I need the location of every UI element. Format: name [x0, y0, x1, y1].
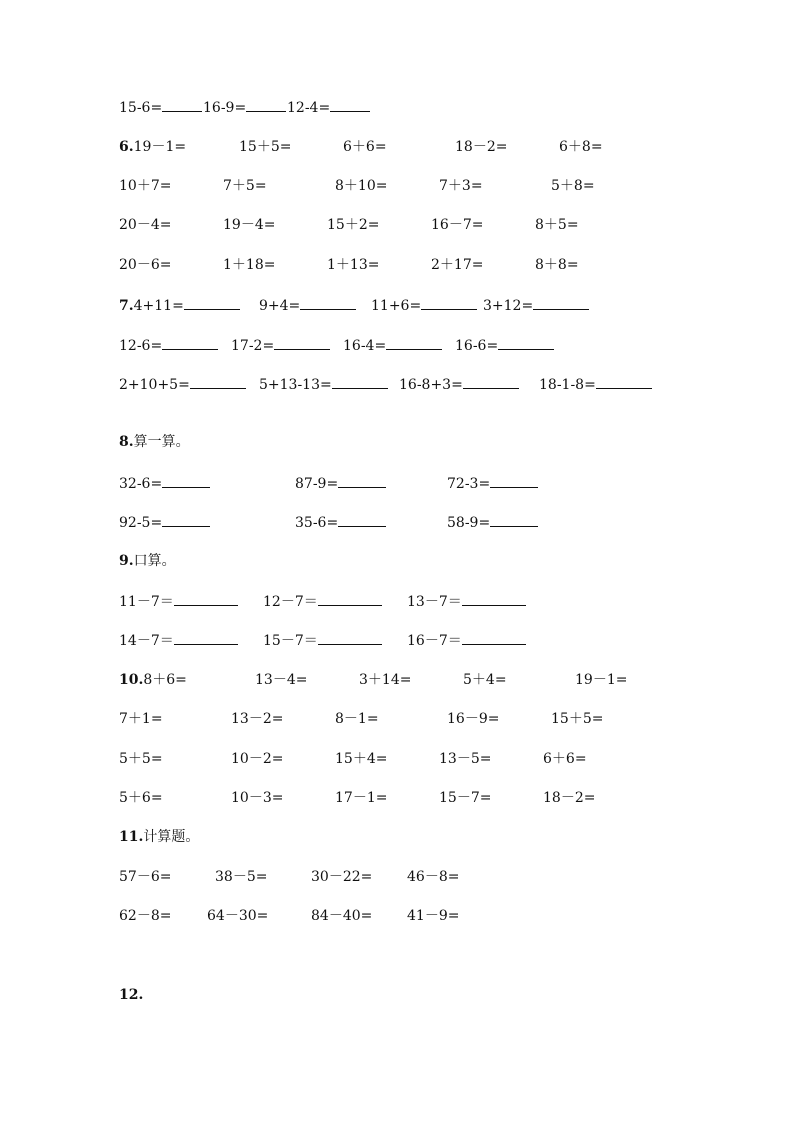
problem: 13－2= — [231, 711, 284, 727]
problem: 9+4= — [259, 295, 356, 316]
answer-blank[interactable] — [498, 335, 554, 350]
problem: 16-4= — [343, 335, 442, 356]
answer-blank[interactable] — [462, 591, 526, 606]
problem: 8－1= — [335, 711, 379, 727]
problem: 16-8+3= — [399, 374, 519, 395]
answer-blank[interactable] — [318, 591, 382, 606]
problem: 17-2= — [231, 335, 330, 356]
answer-blank[interactable] — [174, 591, 238, 606]
problem: 19－1= — [575, 672, 628, 688]
problem: 17－1= — [335, 790, 388, 806]
answer-blank[interactable] — [162, 335, 218, 350]
problem: 72-3= — [447, 473, 538, 494]
question-title: 算一算。 — [133, 434, 190, 450]
problem: 19－1= — [133, 139, 187, 155]
answer-blank[interactable] — [162, 473, 210, 488]
problem: 11+6= — [371, 295, 477, 316]
problem: 1＋18= — [223, 257, 276, 273]
problem: 18-1-8= — [539, 374, 652, 395]
problem: 7＋3= — [439, 178, 483, 194]
problem: 6＋8= — [559, 139, 603, 155]
answer-blank[interactable] — [596, 374, 652, 389]
answer-blank[interactable] — [490, 512, 538, 527]
problem: 16-9= — [203, 97, 286, 118]
question-title: 口算。 — [133, 553, 176, 569]
problem: 16-6= — [455, 335, 554, 356]
answer-blank[interactable] — [463, 374, 519, 389]
problem: 7＋1= — [119, 711, 163, 727]
problem: 35-6= — [295, 512, 386, 533]
problem: 20－4= — [119, 217, 172, 233]
problem: 1＋13= — [327, 257, 380, 273]
problem: 8＋10= — [335, 178, 388, 194]
answer-blank[interactable] — [421, 295, 477, 310]
problem: 8＋8= — [535, 257, 579, 273]
problem: 8＋5= — [535, 217, 579, 233]
answer-blank[interactable] — [246, 97, 286, 112]
problem: 20－6= — [119, 257, 172, 273]
problem: 62－8= — [119, 908, 172, 924]
answer-blank[interactable] — [184, 295, 240, 310]
problem: 10＋7= — [119, 178, 172, 194]
problem: 13－7＝ — [407, 591, 526, 612]
problem: 4+11= — [133, 298, 184, 314]
problem: 6＋6= — [343, 139, 387, 155]
problem: 46－8= — [407, 869, 460, 885]
problem: 18－2= — [455, 139, 508, 155]
problem: 13－4= — [255, 672, 308, 688]
problem: 8＋6= — [143, 672, 187, 688]
problem: 92-5= — [119, 512, 210, 533]
answer-blank[interactable] — [533, 295, 589, 310]
problem: 16－9= — [447, 711, 500, 727]
problem: 12-6= — [119, 335, 218, 356]
answer-blank[interactable] — [190, 374, 246, 389]
problem: 2＋17= — [431, 257, 484, 273]
question-number: 11. — [119, 829, 144, 845]
problem: 15＋5= — [551, 711, 604, 727]
question-number: 9. — [119, 553, 134, 569]
problem: 15－7＝ — [263, 630, 382, 651]
answer-blank[interactable] — [300, 295, 356, 310]
problem: 12－7＝ — [263, 591, 382, 612]
problem: 38－5= — [215, 869, 268, 885]
problem: 7＋5= — [223, 178, 267, 194]
problem: 41－9= — [407, 908, 460, 924]
answer-blank[interactable] — [386, 335, 442, 350]
problem: 87-9= — [295, 473, 386, 494]
problem: 15－7= — [439, 790, 492, 806]
answer-blank[interactable] — [318, 630, 382, 645]
question-number: 12. — [119, 987, 144, 1003]
problem: 15＋2= — [327, 217, 380, 233]
problem: 3+12= — [483, 295, 589, 316]
problem: 2+10+5= — [119, 374, 246, 395]
problem: 18－2= — [543, 790, 596, 806]
answer-blank[interactable] — [162, 512, 210, 527]
problem: 5＋5= — [119, 751, 163, 767]
answer-blank[interactable] — [490, 473, 538, 488]
problem: 14－7＝ — [119, 630, 238, 651]
problem: 15-6= — [119, 97, 202, 118]
answer-blank[interactable] — [162, 97, 202, 112]
problem: 16－7＝ — [407, 630, 526, 651]
answer-blank[interactable] — [338, 473, 386, 488]
problem: 5＋6= — [119, 790, 163, 806]
question-number: 7. — [119, 298, 134, 314]
problem: 57－6= — [119, 869, 172, 885]
problem: 3＋14= — [359, 672, 412, 688]
problem: 30－22= — [311, 869, 373, 885]
problem: 58-9= — [447, 512, 538, 533]
problem: 10－2= — [231, 751, 284, 767]
problem: 19－4= — [223, 217, 276, 233]
problem: 64－30= — [207, 908, 269, 924]
problem: 5＋4= — [463, 672, 507, 688]
answer-blank[interactable] — [174, 630, 238, 645]
answer-blank[interactable] — [332, 374, 388, 389]
question-number: 8. — [119, 434, 134, 450]
problem: 16－7= — [431, 217, 484, 233]
problem: 15＋4= — [335, 751, 388, 767]
question-number: 10. — [119, 672, 144, 688]
answer-blank[interactable] — [330, 97, 370, 112]
problem: 6＋6= — [543, 751, 587, 767]
answer-blank[interactable] — [338, 512, 386, 527]
problem: 32-6= — [119, 473, 210, 494]
problem: 5+13-13= — [259, 374, 388, 395]
problem: 5＋8= — [551, 178, 595, 194]
question-title: 计算题。 — [143, 829, 200, 845]
answer-blank[interactable] — [274, 335, 330, 350]
problem: 15＋5= — [239, 139, 292, 155]
problem: 10－3= — [231, 790, 284, 806]
problem: 12-4= — [287, 97, 370, 118]
problem: 84－40= — [311, 908, 373, 924]
problem: 13－5= — [439, 751, 492, 767]
answer-blank[interactable] — [462, 630, 526, 645]
problem: 11－7＝ — [119, 591, 238, 612]
question-number: 6. — [119, 139, 134, 155]
